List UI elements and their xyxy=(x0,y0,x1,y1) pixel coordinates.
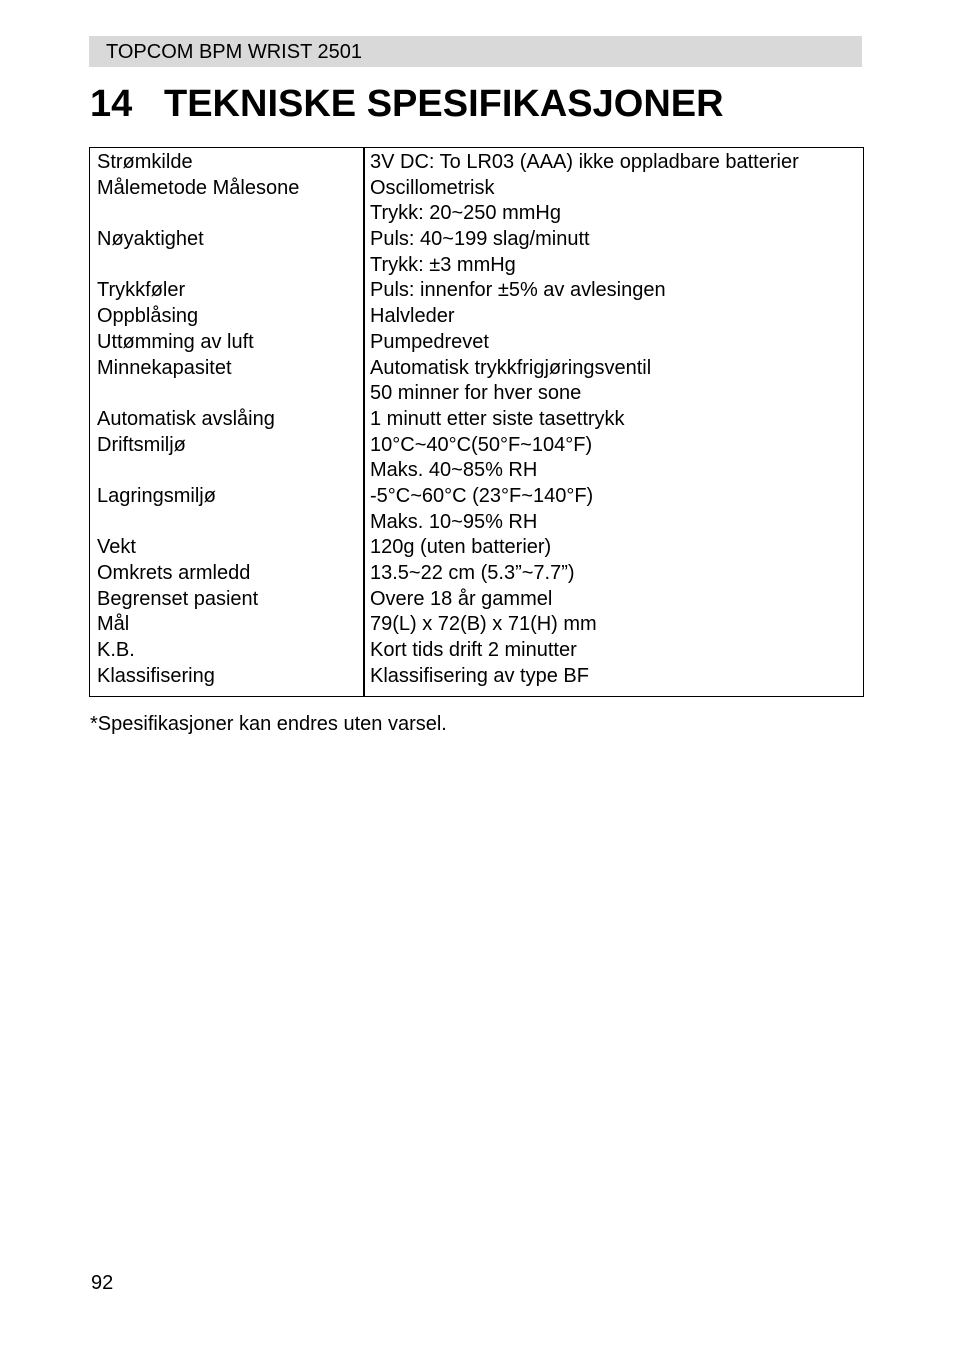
specifications-table xyxy=(89,147,864,697)
spec-label-line: Oppblåsing xyxy=(97,305,199,328)
spec-value-line: 79(L) x 72(B) x 71(H) mm xyxy=(370,613,597,636)
spec-label-line: Mål xyxy=(97,613,130,636)
spec-value-line: 3V DC: To LR03 (AAA) ikke oppladbare batterier xyxy=(370,151,799,173)
spec-label-line: Uttømming av luft xyxy=(97,330,254,353)
spec-label-line xyxy=(97,201,299,227)
page-number: 92 xyxy=(91,1272,114,1294)
spec-value-line: Automatisk trykkfrigjøringsventil xyxy=(370,356,652,379)
spec-value-line: 120g (uten batterier) xyxy=(370,536,552,559)
spec-label-line: Lagringsmiljø xyxy=(97,484,216,507)
spec-label-line: Klassifisering xyxy=(97,664,215,687)
spec-label-line: Strømkilde xyxy=(97,151,193,173)
spec-value-line: -5°C~60°C (23°F~140°F) xyxy=(370,484,594,507)
spec-value-line: 13.5~22 cm (5.3”~7.7”) xyxy=(370,562,575,584)
spec-label-line: Minnekapasitet xyxy=(97,356,232,379)
running-header xyxy=(89,36,862,67)
spec-value-line: Kort tids drift 2 minutter xyxy=(370,639,577,662)
spec-value-column xyxy=(370,150,799,689)
spec-label-line: Driftsmiljø xyxy=(97,433,186,456)
chapter-title xyxy=(90,81,724,127)
spec-label-column xyxy=(97,150,299,689)
spec-value-line: 50 minner for hver sone xyxy=(370,382,582,405)
spec-value-line: Overe 18 år gammel xyxy=(370,587,553,610)
spec-label-line: Omkrets armledd xyxy=(97,562,251,584)
spec-label-line: Trykkføler xyxy=(97,279,186,302)
spec-value-line: Trykk: ±3 mmHg xyxy=(370,253,516,276)
spec-label-line: Vekt xyxy=(97,536,136,559)
column-divider xyxy=(363,148,365,696)
spec-label-line xyxy=(97,253,299,279)
spec-value-line: Halvleder xyxy=(370,305,455,328)
spec-label-line: Målemetode Målesone xyxy=(97,176,300,199)
chapter-number: 14 xyxy=(90,83,133,125)
running-header-text: TOPCOM BPM WRIST 2501 xyxy=(106,41,362,63)
spec-label-line: Begrenset pasient xyxy=(97,587,259,610)
spec-value-line: Maks. 40~85% RH xyxy=(370,459,538,482)
spec-label-line xyxy=(97,458,299,484)
spec-label-line: Nøyaktighet xyxy=(97,228,204,251)
spec-value-line: Klassifisering av type BF xyxy=(370,664,589,687)
spec-label-line xyxy=(97,510,299,536)
chapter-title-text: TEKNISKE SPESIFIKASJONER xyxy=(164,83,724,125)
spec-value-line: Puls: innenfor ±5% av avlesingen xyxy=(370,279,666,302)
spec-value-line: 1 minutt etter siste tasettrykk xyxy=(370,407,625,430)
spec-value-line: Trykk: 20~250 mmHg xyxy=(370,202,561,225)
spec-label-line xyxy=(97,381,299,407)
spec-value-line: 10°C~40°C(50°F~104°F) xyxy=(370,433,593,456)
spec-value-line: Maks. 10~95% RH xyxy=(370,510,538,533)
spec-value-line: Pumpedrevet xyxy=(370,330,489,353)
spec-label-line: Automatisk avslåing xyxy=(97,407,275,430)
spec-value-line: Oscillometrisk xyxy=(370,176,495,199)
spec-label-line: K.B. xyxy=(97,639,135,662)
spec-value-line: Puls: 40~199 slag/minutt xyxy=(370,228,590,251)
footnote: *Spesifikasjoner kan endres uten varsel. xyxy=(90,713,447,735)
